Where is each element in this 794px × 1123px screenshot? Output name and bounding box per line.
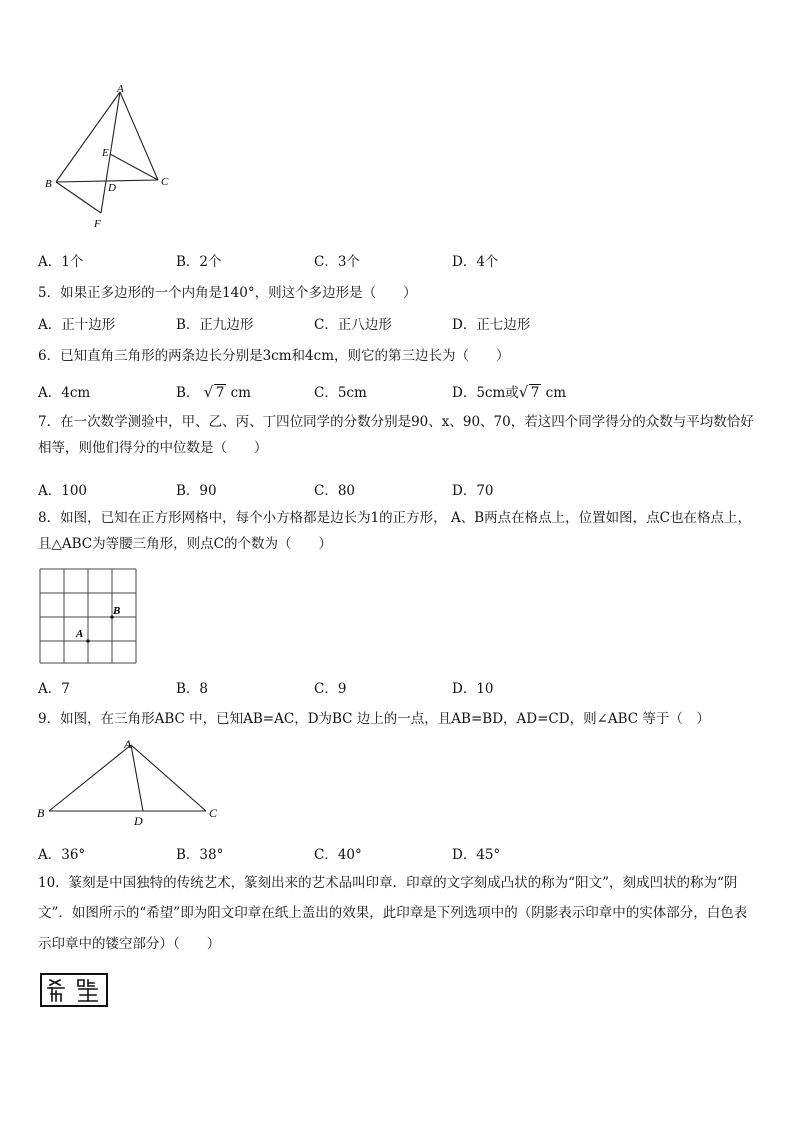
- grid-point-a: [86, 639, 89, 642]
- label-e: E: [102, 147, 109, 159]
- label-d: D: [108, 182, 116, 194]
- grid-label-a: A: [76, 628, 84, 640]
- sqrt-symbol: [519, 385, 542, 401]
- q6-question: 6．已知直角三角形的两条边长分别是3cm和4cm，则它的第三边长为（ ）: [38, 348, 510, 364]
- label-d: D: [134, 814, 143, 828]
- segment-ad: [131, 745, 143, 811]
- segment-bc: [56, 180, 158, 182]
- segment-ac: [131, 745, 206, 811]
- q9-option-b: B．38°: [176, 847, 224, 863]
- segment-ab: [56, 92, 120, 182]
- q6-option-b-prefix: B．: [176, 385, 200, 401]
- grid-label-b: B: [113, 605, 121, 617]
- label-a: A: [124, 737, 132, 751]
- segment-ac: [120, 92, 158, 180]
- label-c: C: [161, 176, 169, 188]
- q4-option-a: A．1个: [38, 254, 84, 270]
- q6-option-d-prefix: D．5cm或: [452, 385, 519, 401]
- q6-option-b-radicand: 7: [215, 385, 225, 401]
- q9-option-d: D．45°: [452, 847, 501, 863]
- segment-bf: [56, 182, 101, 213]
- q6-option-d: [452, 381, 566, 401]
- q6-option-b-unit: cm: [230, 385, 251, 401]
- q9-option-a: A．36°: [38, 847, 86, 863]
- q7-question: 7．在一次数学测验中，甲、乙、丙、丁四位同学的分数分别是90、x、90、70，若这四个同学得分的众数与平均数恰好相等，则他们得分的中位数是（ ）: [38, 414, 754, 456]
- q6-option-c: C．5cm: [314, 385, 367, 401]
- q4-triangle-figure: [38, 84, 188, 234]
- label-b: B: [37, 806, 45, 820]
- q5-option-b: B．正九边形: [176, 317, 254, 333]
- q5-option-a: A．正十边形: [38, 317, 116, 333]
- sqrt-symbol: [204, 385, 227, 401]
- q7-option-c: C．80: [314, 483, 356, 499]
- q4-option-d: D．4个: [452, 254, 499, 270]
- q6-option-a: A．4cm: [38, 385, 91, 401]
- q6-option-d-unit: cm: [545, 385, 567, 401]
- label-b: B: [45, 178, 52, 190]
- q5-option-d: D．正七边形: [452, 317, 531, 333]
- seal-glyphs: [42, 975, 106, 1005]
- q8-option-a: A．7: [38, 681, 70, 697]
- segment-ec: [110, 154, 158, 180]
- q6-option-d-radicand: 7: [530, 385, 540, 401]
- label-c: C: [209, 806, 218, 820]
- q7-option-b: B．90: [176, 483, 217, 499]
- seal-stamp-image: [40, 973, 108, 1007]
- label-a: A: [117, 84, 124, 95]
- q5-option-c: C．正八边形: [314, 317, 392, 333]
- segment-ab: [49, 745, 131, 811]
- q7-option-d: D．70: [452, 483, 494, 499]
- label-f: F: [94, 218, 101, 230]
- q6-option-b: [176, 381, 251, 401]
- q10-question: 10．篆刻是中国独特的传统艺术，篆刻出来的艺术品叫印章．印章的文字刻成凸状的称为“阳文”，刻成凹状的称为“阴文”．如图所示的“希望”即为阳文印章在纸上盖出的效果，此印章是下列选项中的（阴影表示印章中的实体部分，白色表示印章中的镂空部分）（ ）: [38, 875, 748, 952]
- q9-option-c: C．40°: [314, 847, 362, 863]
- q4-option-c: C．3个: [314, 254, 360, 270]
- q8-question: 8．如图，已知在正方形网格中，每个小方格都是边长为1的正方形， A、B两点在格点上，位置如图，点C也在格点上，且△ABC为等腰三角形，则点C的个数为（ ）: [38, 510, 751, 552]
- q4-option-b: B．2个: [176, 254, 222, 270]
- q5-question: 5．如果正多边形的一个内角是140°，则这个多边形是（ ）: [38, 285, 417, 301]
- q8-option-b: B．8: [176, 681, 209, 697]
- q8-option-c: C．9: [314, 681, 347, 697]
- q7-option-a: A．100: [38, 483, 88, 499]
- q9-question: 9．如图，在三角形ABC 中，已知AB=AC，D为BC 边上的一点，且AB=BD，AD=CD，则∠ABC 等于（ ）: [38, 711, 710, 727]
- q8-grid-figure: [39, 568, 139, 666]
- q8-option-d: D．10: [452, 681, 494, 697]
- q9-triangle-figure: [34, 735, 224, 830]
